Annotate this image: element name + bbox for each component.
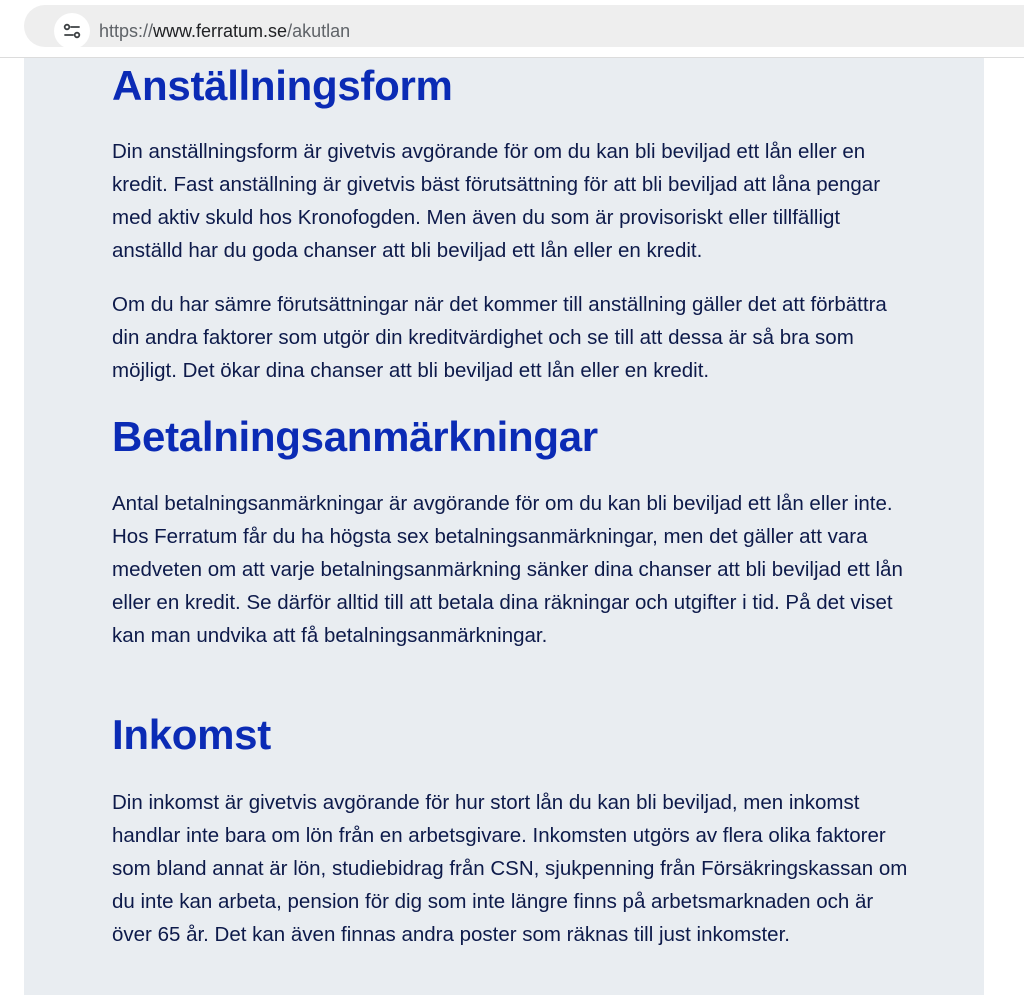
paragraph-anstallningsform-2: Om du har sämre förutsättningar när det kommer till anställning gäller det att förbättra din andra faktorer som utgör din kreditvärdighet och se till att dessa är så bra som möjligt. Det ökar dina chanser att bli beviljad ett lån eller en kredit. [112, 293, 887, 382]
site-settings-button[interactable] [54, 13, 90, 49]
url-field[interactable] [24, 5, 1024, 47]
section-heading-betalningsanmarkningar: Betalningsanmärkningar [112, 413, 598, 460]
url-scheme: https:// [99, 21, 154, 41]
section-heading-anstallningsform: Anställningsform [112, 62, 453, 109]
paragraph-inkomst: Din inkomst är givetvis avgörande för hur stort lån du kan bli beviljad, men inkomst handlar inte bara om lön från en arbetsgivare. Inkomsten utgörs av flera olika faktorer som bland annat är lön, studiebidrag från CSN, sjukpenning från Försäkringskassan om du inte kan arbeta, pension för dig som inte längre finns på arbetsmarknaden och är över 65 år. Det kan även finnas andra poster som räknas till just inkomster. [112, 791, 908, 946]
site-settings-icon [62, 21, 82, 41]
paragraph-betalningsanmarkningar: Antal betalningsanmärkningar är avgörande för om du kan bli beviljad ett lån eller inte. Hos Ferratum får du ha högsta sex betalningsanmärkningar, men det gäller att vara medveten om att varje betalningsanmärkning sänker dina chanser att bli beviljad ett lån eller en kredit. Se därför alltid till att betala dina räkningar och utgifter i tid. På det viset kan man undvika att få betalningsanmärkningar. [112, 492, 903, 647]
paragraph-anstallningsform-1: Din anställningsform är givetvis avgörande för om du kan bli beviljad ett lån eller en kredit. Fast anställning är givetvis bäst förutsättning för att bli beviljad att låna pengar med aktiv skuld hos Kronofogden. Men även du som är provisoriskt eller tillfälligt anställd har du goda chanser att bli beviljad ett lån eller en kredit. [112, 140, 881, 262]
url-path: /akutlan [287, 21, 351, 41]
url-host: www.ferratum.se [153, 21, 288, 41]
browser-address-bar [0, 0, 1024, 58]
section-heading-inkomst: Inkomst [112, 711, 271, 758]
url-text[interactable] [99, 20, 350, 42]
page-content [24, 58, 984, 995]
